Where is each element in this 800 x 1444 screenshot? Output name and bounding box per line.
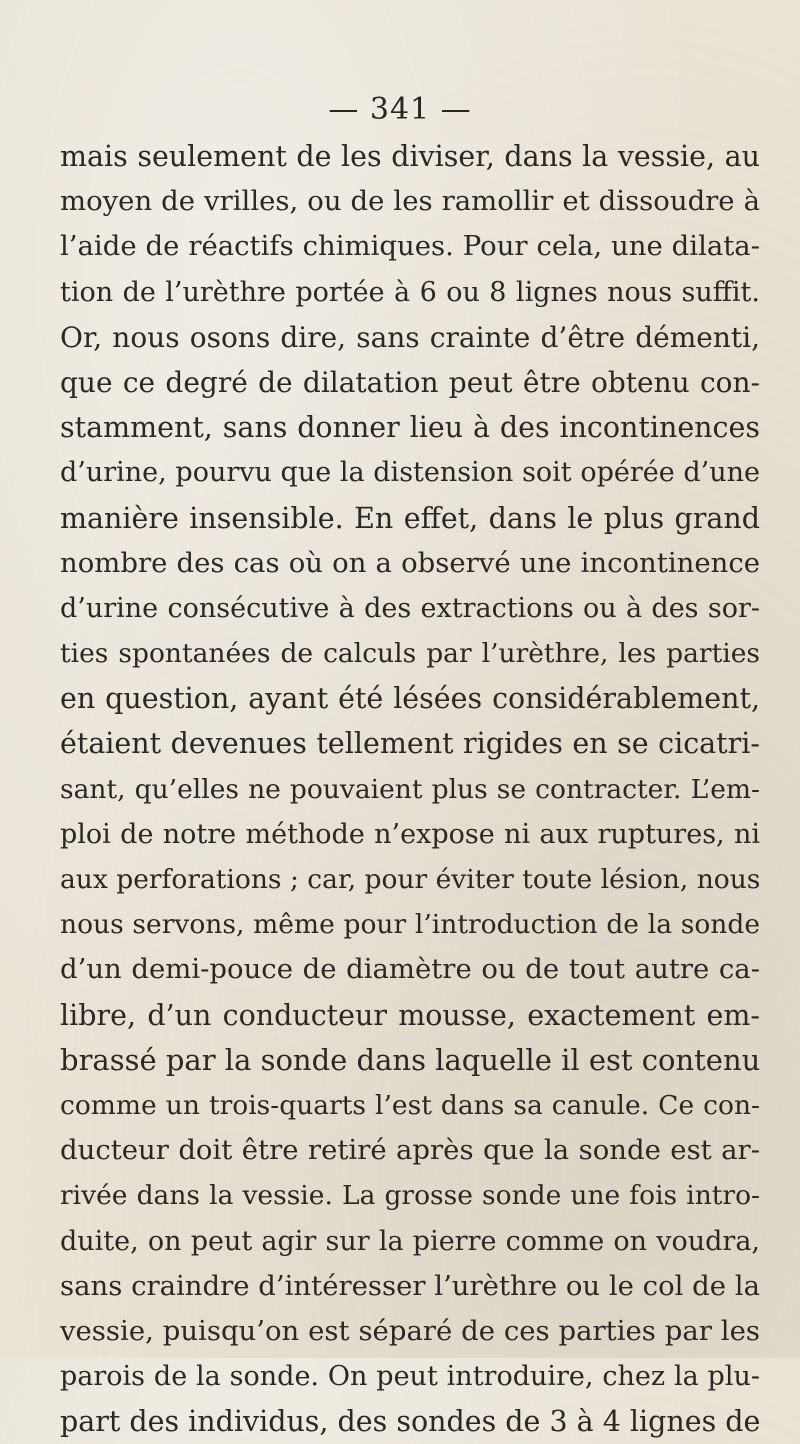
text-line: d’un demi-pouce de diamètre ou de tout autre ca-	[60, 953, 760, 986]
text-line: ties spontanées de calculs par l’urèthre, les parties	[60, 638, 760, 670]
text-line: manière insensible. En effet, dans le plus grand	[60, 501, 760, 535]
text-line: comme un trois-quarts l’est dans sa canule. Ce con-	[60, 1089, 760, 1121]
text-line: Or, nous osons dire, sans crainte d’être démenti,	[60, 320, 760, 354]
text-line: tion de l’urèthre portée à 6 ou 8 lignes nous suffit.	[60, 276, 760, 308]
text-line: parois de la sonde. On peut introduire, chez la plu-	[60, 1361, 760, 1393]
text-line: sant, qu’elles ne pouvaient plus se contracter. L’em-	[60, 773, 760, 805]
text-line: l’aide de réactifs chimiques. Pour cela, une dilata-	[60, 230, 760, 263]
text-line: part des individus, des sondes de 3 à 4 lignes de	[60, 1405, 761, 1439]
text-line: brassé par la sonde dans laquelle il est contenu	[60, 1042, 761, 1077]
text-line: moyen de vrilles, ou de les ramollir et dissoudre à	[60, 185, 760, 218]
text-line: nombre des cas où on a observé une incontinence	[60, 546, 760, 579]
text-line: étaient devenues tellement rigides en se cicatri-	[60, 727, 760, 761]
text-line: en question, ayant été lésées considérablement,	[60, 682, 760, 716]
text-line: ploi de notre méthode n’expose ni aux ruptures, ni	[60, 818, 760, 850]
text-line: nous servons, même pour l’introduction de la sonde	[60, 909, 760, 941]
text-line: d’urine, pourvu que la distension soit opérée d’une	[60, 457, 760, 489]
body-text	[60, 134, 760, 1444]
text-line: libre, d’un conducteur mousse, exactement em-	[60, 998, 760, 1032]
text-line: que ce degré de dilatation peut être obtenu con-	[60, 365, 760, 399]
page-number: — 341 —	[328, 92, 472, 127]
text-line: mais seulement de les diviser, dans la vessie, au	[60, 140, 760, 173]
text-line: sans craindre d’intéresser l’urèthre ou le col de la	[60, 1269, 760, 1302]
text-line: duite, on peut agir sur la pierre comme on voudra,	[60, 1225, 760, 1257]
text-line: vessie, puisqu’on est séparé de ces parties par les	[60, 1314, 760, 1347]
text-line: stamment, sans donner lieu à des incontinences	[60, 411, 760, 445]
text-line: aux perforations ; car, pour éviter toute lésion, nous	[60, 864, 761, 895]
text-line: d’urine consécutive à des extractions ou à des sor-	[60, 592, 760, 624]
text-line: rivée dans la vessie. La grosse sonde une fois intro-	[60, 1180, 760, 1212]
text-line: ducteur doit être retiré après que la sonde est ar-	[60, 1134, 760, 1167]
